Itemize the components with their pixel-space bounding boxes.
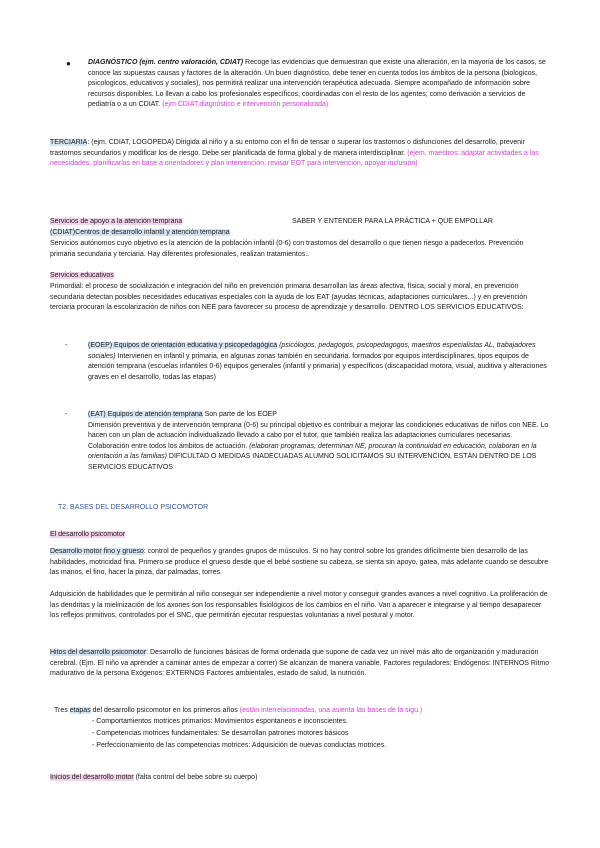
eoep-paragraph xyxy=(88,341,550,383)
terciaria-heading: TERCIARIA xyxy=(50,139,88,146)
adquisicion-paragraph: Adquisición de habilidades que le permitirán al niño conseguir ser independiente a nivel motor y conseguir grandes avances a nivel cognitivo. La proliferación de las dendritas y la mielinización de los axones son los responsables fisiológicos de los cambios en el niño. Van a aparecer e integrarse y al tiempo desaparecer los reflejos primitivos, controlados por el SNC, que permitirán ejecutar respuestas voluntarias a nivel postural y motor. xyxy=(50,591,548,619)
hitos-heading: Hitos del desarrollo psicomotor xyxy=(50,649,147,656)
terciaria-body: : (ejm. CDIAT, LOGOPEDA) Dirigida al niño y a su entorno con el fin de tensar o superar los trastornos o disfunciones del desarrollo, prevenir trastornos secundarios y modificar los de riesgo. Debe ser planificada de forma global y de manera interdisciplinar. xyxy=(50,139,525,157)
saber-entender-note: SABER Y ENTENDER PARA LA PRÁCTICA + QUE EMPOLLAR xyxy=(292,218,493,225)
inicios-body: (falta control del bebe sobre su cuerpo) xyxy=(133,774,258,781)
cdiat-body: Servicios autónomos cuyo objetivo es la atención de la población infantil (0-6) con trastornos del desarrollo o que tienen riesgo a padecerlos. Prevención primaria secundaria y terciaria. Hay diferentes profesionales, realizan tratamientos.. xyxy=(50,240,524,258)
inicios-line xyxy=(50,773,550,784)
eat-paragraph xyxy=(88,410,550,473)
bullet-dot: ● xyxy=(66,59,71,68)
motor-fino-body: : control de pequeños y grandes grupos de músculos. Si no hay control sobre los grandes difícilmente bien desarrollo de las habilidades, motricidad fina. Primero se produce el grueso desde que el bebé sostiene su cabeza, se sienta sin apoyo, gatea, más adelante cuando se descubre las manos, el fino, hacer la pinza, dar palmadas, torres. xyxy=(50,548,549,576)
educativos-body: Primordial: el proceso de socialización e integración del niño en prevención primaria desarrollan las áreas afectiva, física, social y moral, en prevención secundaria detectan posibles necesidades educativas especiales con la ayuda de los EAT (ayudas técnicas, adaptaciones curriculares...) y en prevención terciaria procuran la escolarización de niños con NEE para favorecer su proceso de aprendizaje y desarrollo. DENTRO LOS SERVICIOS EDUCATIVOS: xyxy=(50,283,528,311)
motor-fino-paragraph xyxy=(50,547,550,579)
eoep-italic: (psicólogos, pedagogos, psicopedagogos, maestros especialistas AL, trabajadores sociales) xyxy=(88,342,536,360)
etapas-pre: Tres xyxy=(54,707,70,714)
motor-fino-heading: Desarrollo motor fino y grueso xyxy=(50,548,144,555)
cdiat-heading-row xyxy=(50,228,550,239)
eoep-heading: (EOEP) Equipos de orientación educativa y psicopedagógica xyxy=(88,342,278,349)
diagnostico-paragraph xyxy=(88,58,550,111)
eat-dash: - xyxy=(65,411,68,418)
diagnostico-note: (ejm CDIAT,diagnóstico e intervención personalizada) xyxy=(160,101,329,108)
t2-heading: T2. BASES DEL DESARROLLO PSICOMOTOR xyxy=(58,504,209,511)
hitos-paragraph xyxy=(50,648,550,680)
terciaria-note: (ejem. maestros: adaptar actividades a las necesidades, planificarlas en base a orientadores y plan intervención, revisar EOT para intervención, apoyar inclusión) xyxy=(50,149,539,167)
diagnostico-heading: DIAGNÓSTICO (ejm. centro valoración, CDIAT) xyxy=(88,59,244,66)
terciaria-paragraph xyxy=(50,138,550,170)
eat-heading: (EAT) Equipos de atención temprana xyxy=(88,411,203,418)
eat-caps: DIFICULTAD O MEDIDAS INADECUADAS ALUMNO SOLICITAMOS SU INTERVENCIÓN, ESTÁN DENTRO DE LOS SERVICIOS EDUCATIVOS xyxy=(88,453,537,471)
eoep-dash: - xyxy=(65,342,68,349)
eat-body-1: Son parte de los EOEP xyxy=(202,411,277,418)
hitos-body: : Desarrollo de funciones básicas de forma ordenada que supone de cada vez un nivel más alto de organización y maduración cerebral. (Ejm. El niño va aprender a caminar antes de empezar a correr) Se alcanzan de manera variable. Factores reguladores: Endógenos: INTERNOS Ritmo madurativo de la persona Exógenos: EXTERNOS Factores ambientales, estado de salud, la nutrición. xyxy=(50,649,550,677)
eat-italic: (elaboran programas, determinan NE, procuran la continuidad en educación, colaboran en la orientación a las familias) xyxy=(88,442,537,460)
educativos-heading-row xyxy=(50,271,550,282)
etapa-item: - Comportamientos motrices primarios: Movimientos espontaneos e inconscientes. xyxy=(92,718,348,725)
diagnostico-body: Recoge las evidencias que demuestran que existe una alteración, en la mayoría de los casos, se conoce las supuestas causas y factores de la alteración. Un buen diagnóstico, debe tener en cuenta todos los ámbitos de la persona (biologicos, psicologicos, educativos y sociales), nos permitirá realizar una intervención terapéutica adecuada. Siempre acompañado de información sobre recursos disponibles. Lo llevan a cabo los profesionales específicos, coordinadas con el resto de los agentes; como derivación a servicios de pediatría o a un CDIAT. xyxy=(88,59,546,108)
servicios-heading-row xyxy=(50,217,550,228)
etapas-word: etapas xyxy=(69,707,91,714)
eoep-body: Intervienen en infantil y primaria, en algunas zonas también en secundaria. formados por equipos interdisciplinares, tipos equipos de atención temprana (escuelas infantiles 0-6) equipos generales (infantil y primaria) y específicos (discapacidad motora, visual, auditiva y alteraciones graves en el desarrollo, todas las etapas) xyxy=(88,352,547,381)
eat-body-2: Dimensión preventiva y de intervención temprana (0-6) su principal objetivo es contribuir a mejorar las condiciones educativas de niños con NEE. Lo hacen con un plan de actuación individualizado llevado a cabo por el tutor, que también realiza las adaptaciones curriculares necesarias. Colaboración entre todos los ámbitos de actuación. xyxy=(88,421,549,450)
inicios-heading: Inicios del desarrollo motor xyxy=(50,774,134,781)
etapa-item: - Perfeccionamiento de las competencias motrices: Adquisición de nuevas conductas motrices. xyxy=(92,742,387,749)
psicomotor-heading: El desarrollo psicomotor xyxy=(50,531,126,538)
psicomotor-heading-row xyxy=(50,530,550,541)
cdiat-heading: (CDIAT)Centros de desarrollo infantil y atención temprana xyxy=(50,229,230,236)
servicios-heading: Servicios de apoyo a la atención temprana xyxy=(50,218,183,225)
educativos-heading: Servicios educativos xyxy=(50,272,114,279)
etapas-post: del desarrollo psicomotor en los primeros años xyxy=(90,707,240,714)
etapa-item: - Competencias motrices fundamentales: Se desarrollan patrones motores básicos xyxy=(92,730,349,737)
etapas-note: (están interrelacionadas, una asienta las bases de la sigu.) xyxy=(239,707,423,714)
etapas-line xyxy=(54,706,554,717)
